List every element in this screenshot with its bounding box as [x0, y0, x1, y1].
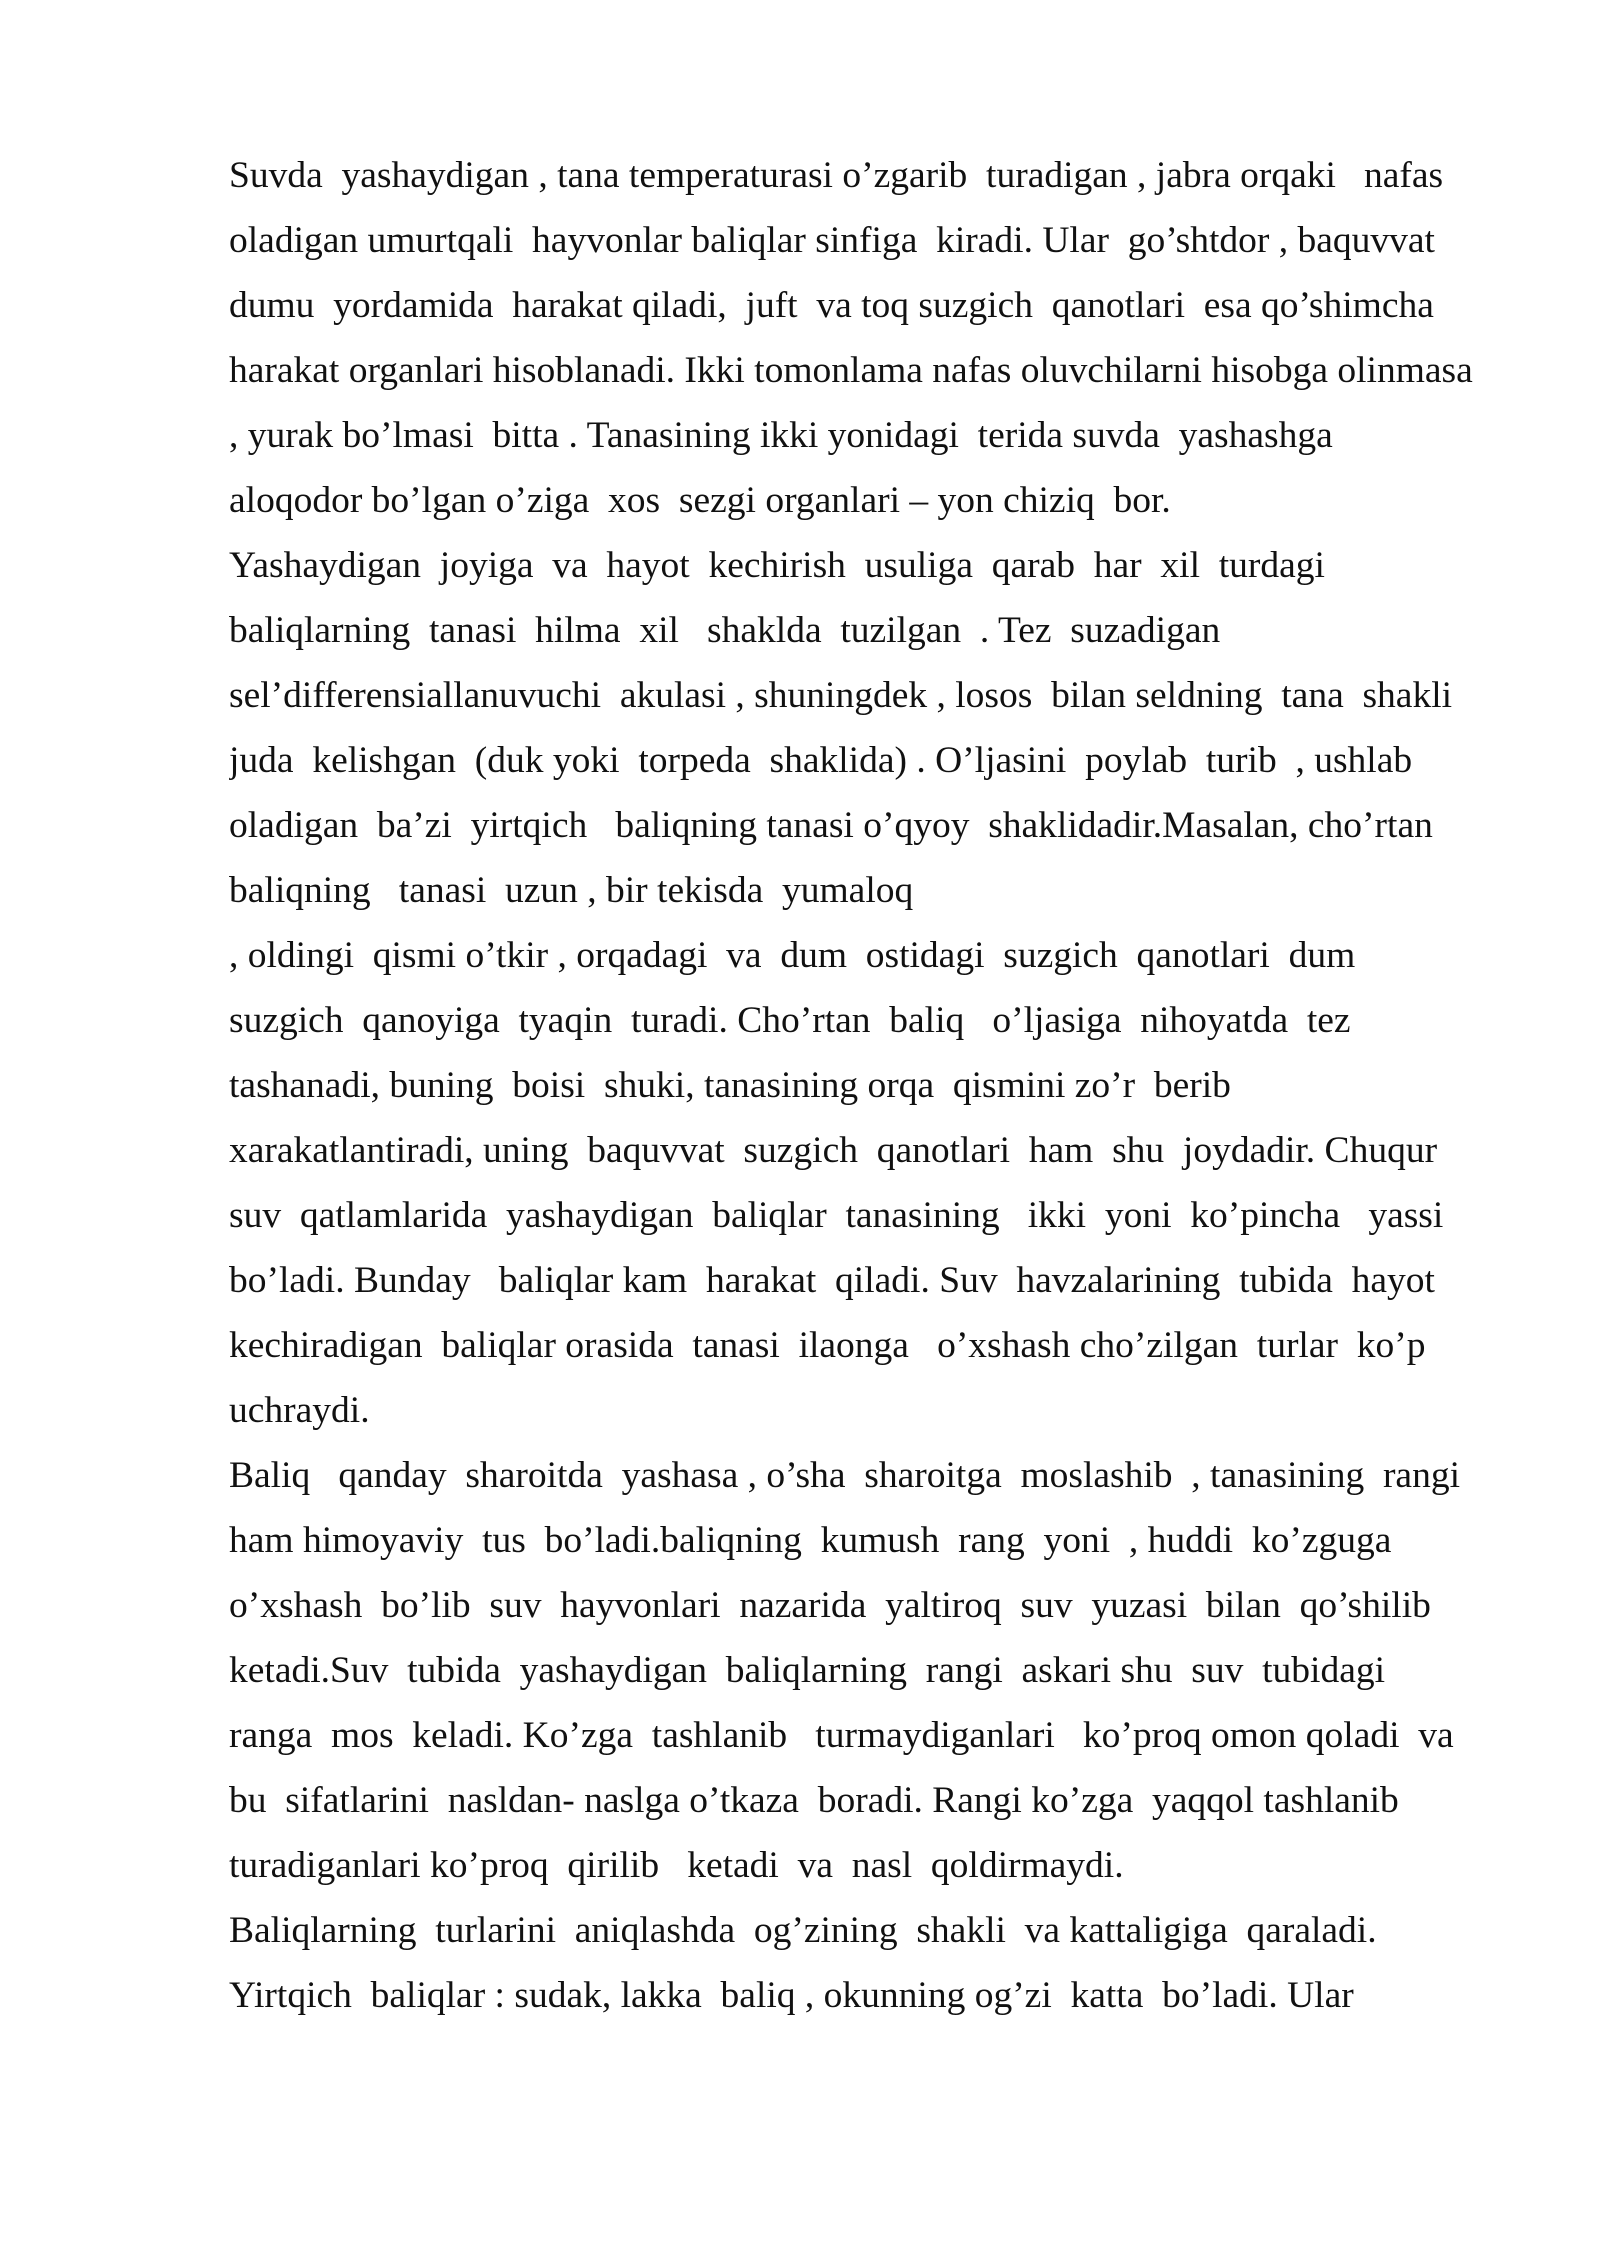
paragraph — [229, 1443, 1549, 1898]
text-line: xarakatlantiradi, uning baquvvat suzgich qanotlari ham shu joydadir. Chuqur — [229, 1130, 1438, 1171]
text-line: sel’differensiallanuvuchi akulasi , shuningdek , losos bilan seldning tana shakli — [229, 675, 1453, 716]
text-line: juda kelishgan (duk yoki torpeda shaklida) . O’ljasini poylab turib , ushlab — [229, 740, 1413, 781]
text-line: o’xshash bo’lib suv hayvonlari nazarida yaltiroq suv yuzasi bilan qo’shilib — [229, 1585, 1431, 1626]
document-body — [229, 143, 1549, 2028]
text-line: Suvda yashaydigan , tana temperaturasi o’zgarib turadigan , jabra orqaki nafas — [229, 155, 1444, 196]
text-line: Yirtqich baliqlar : sudak, lakka baliq , okunning og’zi katta bo’ladi. Ular — [229, 1975, 1354, 2016]
text-line: baliqning tanasi uzun , bir tekisda yumaloq — [229, 870, 914, 911]
paragraph — [229, 143, 1549, 533]
text-line: harakat organlari hisoblanadi. Ikki tomonlama nafas oluvchilarni hisobga olinmasa — [229, 350, 1473, 391]
text-line: oladigan umurtqali hayvonlar baliqlar sinfiga kiradi. Ular go’shtdor , baquvvat — [229, 220, 1435, 261]
text-line: bu sifatlarini nasldan- naslga o’tkaza boradi. Rangi ko’zga yaqqol tashlanib — [229, 1780, 1399, 1821]
text-line: kechiradigan baliqlar orasida tanasi ilaonga o’xshash cho’zilgan turlar ko’p — [229, 1325, 1426, 1366]
text-line: oladigan ba’zi yirtqich baliqning tanasi o’qyoy shaklidadir.Masalan, cho’rtan — [229, 805, 1433, 846]
text-line: Yashaydigan joyiga va hayot kechirish usuliga qarab har xil turdagi — [229, 545, 1325, 586]
text-line: uchraydi. — [229, 1390, 370, 1431]
text-line: ketadi.Suv tubida yashaydigan baliqlarning rangi askari shu suv tubidagi — [229, 1650, 1386, 1691]
text-line: , oldingi qismi o’tkir , orqadagi va dum ostidagi suzgich qanotlari dum — [229, 935, 1356, 976]
text-line: , yurak bo’lmasi bitta . Tanasining ikki yonidagi terida suvda yashashga — [229, 415, 1333, 456]
text-line: suv qatlamlarida yashaydigan baliqlar tanasining ikki yoni ko’pincha yassi — [229, 1195, 1444, 1236]
text-line: baliqlarning tanasi hilma xil shaklda tuzilgan . Tez suzadigan — [229, 610, 1221, 651]
paragraph — [229, 533, 1549, 1443]
text-line: Baliqlarning turlarini aniqlashda og’zining shakli va kattaligiga qaraladi. — [229, 1910, 1377, 1951]
text-line: ham himoyaviy tus bo’ladi.baliqning kumush rang yoni , huddi ko’zguga — [229, 1520, 1392, 1561]
text-line: Baliq qanday sharoitda yashasa , o’sha sharoitga moslashib , tanasining rangi — [229, 1455, 1460, 1496]
text-line: tashanadi, buning boisi shuki, tanasining orqa qismini zo’r berib — [229, 1065, 1231, 1106]
text-line: turadiganlari ko’proq qirilib ketadi va nasl qoldirmaydi. — [229, 1845, 1124, 1886]
text-line: suzgich qanoyiga tyaqin turadi. Cho’rtan baliq o’ljasiga nihoyatda tez — [229, 1000, 1351, 1041]
text-line: ranga mos keladi. Ko’zga tashlanib turmaydiganlari ko’proq omon qoladi va — [229, 1715, 1454, 1756]
text-line: bo’ladi. Bunday baliqlar kam harakat qiladi. Suv havzalarining tubida hayot — [229, 1260, 1435, 1301]
text-line: aloqodor bo’lgan o’ziga xos sezgi organlari – yon chiziq bor. — [229, 480, 1171, 521]
paragraph — [229, 1898, 1549, 2028]
text-line: dumu yordamida harakat qiladi, juft va toq suzgich qanotlari esa qo’shimcha — [229, 285, 1434, 326]
